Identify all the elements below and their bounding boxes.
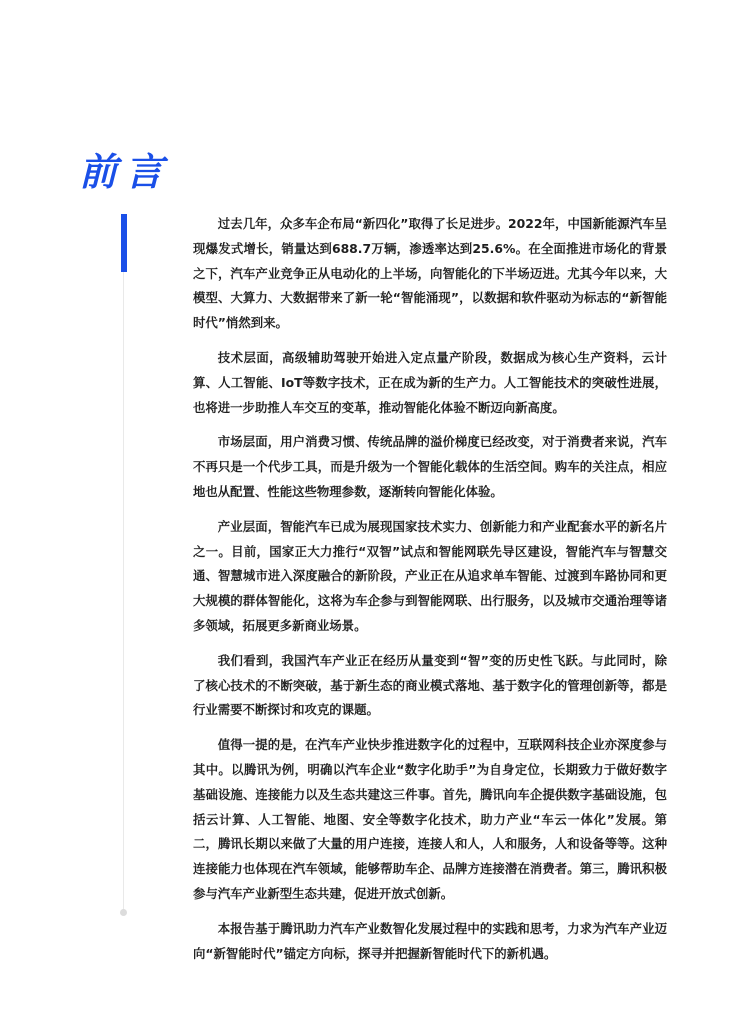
body-text xyxy=(193,212,667,976)
paragraph: 技术层面，高级辅助驾驶开始进入定点量产阶段，数据成为核心生产资料，云计算、人工智能、IoT等数字技术，正在成为新的生产力。人工智能技术的突破性进展，也将进一步助推人车交互的变革，推动智能化体验不断迈向新高度。 xyxy=(193,349,667,415)
paragraph: 过去几年，众多车企布局“新四化”取得了长足进步。2022年，中国新能源汽车呈现爆发式增长，销量达到688.7万辆，渗透率达到25.6%。在全面推进市场化的背景之下，汽车产业竞争正从电动化的上半场，向智能化的下半场迈进。尤其今年以来，大模型、大算力、大数据带来了新一轮“智能涌现”，以数据和软件驱动为标志的“新智能时代”悄然到来。 xyxy=(193,216,667,331)
rule-end-dot xyxy=(120,909,127,916)
vertical-rule xyxy=(123,272,124,912)
accent-bar xyxy=(121,214,127,272)
page-title: 前言 xyxy=(79,150,172,194)
paragraph: 市场层面，用户消费习惯、传统品牌的溢价梯度已经改变，对于消费者来说，汽车不再只是一个代步工具，而是升级为一个智能化载体的生活空间。购车的关注点，相应地也从配置、性能这些物理参数，逐渐转向智能化体验。 xyxy=(193,434,667,499)
paragraph: 我们看到，我国汽车产业正在经历从量变到“智”变的历史性飞跃。与此同时，除了核心技术的不断突破，基于新生态的商业模式落地、基于数字化的管理创新等，都是行业需要不断探讨和攻克的课题。 xyxy=(193,652,667,718)
paragraph: 产业层面，智能汽车已成为展现国家技术实力、创新能力和产业配套水平的新名片之一。目前，国家正大力推行“双智”试点和智能网联先导区建设，智能汽车与智慧交通、智慧城市进入深度融合的新阶段，产业正在从追求单车智能、过渡到车路协同和更大规模的群体智能化，这将为车企参与到智能网联、出行服务，以及城市交通治理等诸多领域，拓展更多新商业场景。 xyxy=(193,518,667,633)
paragraph: 值得一提的是，在汽车产业快步推进数字化的过程中，互联网科技企业亦深度参与其中。以腾讯为例，明确以汽车企业“数字化助手”为自身定位，长期致力于做好数字基础设施、连接能力以及生态共建这三件事。首先，腾讯向车企提供数字基础设施，包括云计算、人工智能、地图、安全等数字化技术，助力产业“车云一体化”发展。第二，腾讯长期以来做了大量的用户连接，连接人和人，人和服务，人和设备等等。这种连接能力也体现在汽车领域，能够帮助车企、品牌方连接潜在消费者。第三，腾讯积极参与汽车产业新型生态共建，促进开放式创新。 xyxy=(193,737,667,901)
paragraph: 本报告基于腾讯助力汽车产业数智化发展过程中的实践和思考，力求为汽车产业迈向“新智能时代”锚定方向标，探寻并把握新智能时代下的新机遇。 xyxy=(193,920,667,961)
